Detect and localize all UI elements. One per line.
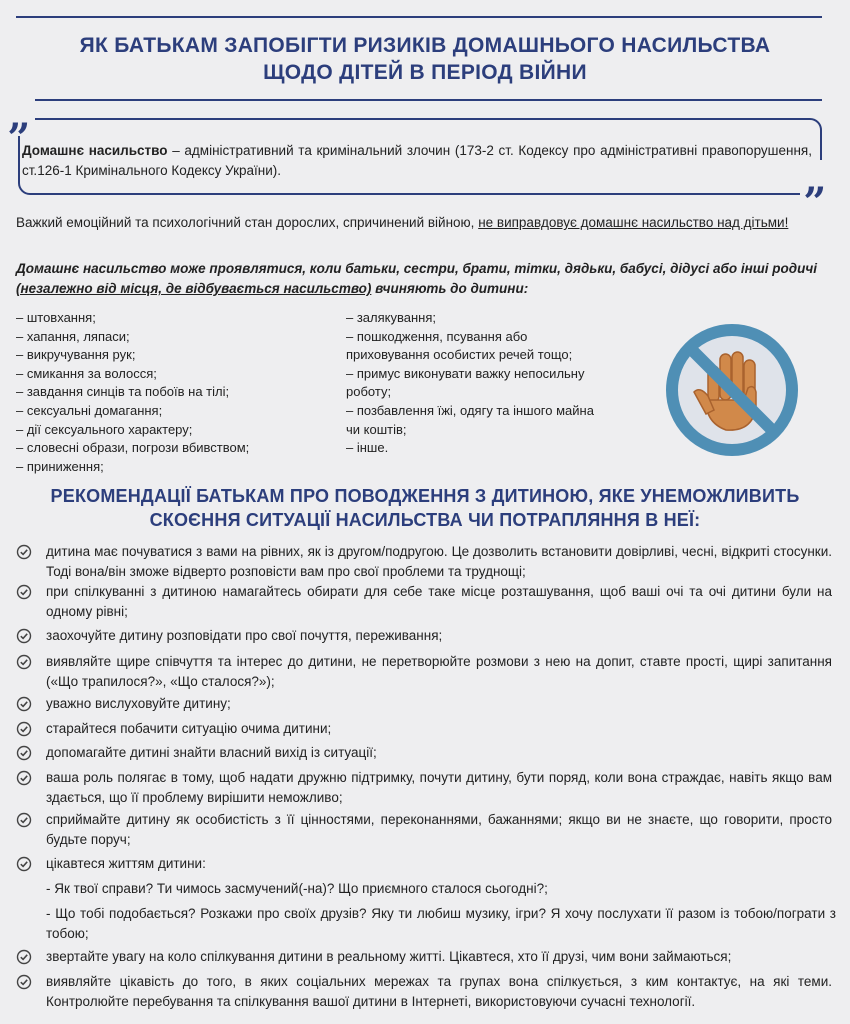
check-circle-icon (16, 949, 32, 965)
check-circle-icon (16, 856, 32, 872)
list-item: роботу; (346, 384, 392, 400)
violence-list-right (346, 309, 594, 458)
forms-intro-paragraph: Домашнє насильство може проявлятися, коли батьки, сестри, брати, тітки, дядьки, бабусі, дідусі або інші родичі (незалежно від місця, де відбувається насильство) вчиняють до дитини: (16, 261, 818, 296)
page-title (0, 32, 850, 86)
definition-term: Домашнє насильство (22, 143, 168, 158)
sub-question: - Як твої справи? Ти чимось засмучений(-на)? Що приємного сталося сьогодні?; (46, 881, 548, 896)
list-item: – приниження; (16, 458, 104, 474)
title-bottom-rule (16, 99, 822, 101)
list-item: – завдання синців та побоїв на тілі; (16, 384, 230, 400)
sub-question: - Що тобі подобається? Розкажи про своїх друзів? Яку ти любиш музику, ігри? Я хочу послухати її разом із тобою/пограти з тобою; (46, 906, 836, 941)
top-rule (16, 16, 822, 18)
list-item: – пошкодження, псування або (346, 328, 528, 344)
title-line-1: ЯК БАТЬКАМ ЗАПОБІГТИ РИЗИКІВ ДОМАШНЬОГО НАСИЛЬСТВА (79, 34, 771, 57)
check-circle-icon (16, 696, 32, 712)
check-circle-icon (16, 628, 32, 644)
check-circle-icon (16, 544, 32, 560)
intro-paragraph: Важкий емоційний та психологічний стан дорослих, спричинений війною, не виправдовує домашнє насильство над дітьми! (16, 215, 789, 230)
list-item: – інше. (346, 440, 389, 456)
list-item: виявляйте цікавість до того, в яких соціальних мережах та групах вона спілкується, з ким контактує, на які теми. Контролюйте перебування та спілкування вашої дитини в Інтернеті, використовуючи сучасні технології. (16, 972, 832, 1012)
list-item: цікавтеся життям дитини: (16, 854, 832, 874)
check-circle-icon (16, 721, 32, 737)
check-circle-icon (16, 654, 32, 670)
title-line-2: ЩОДО ДІТЕЙ В ПЕРІОД ВІЙНИ (263, 61, 587, 84)
list-item: – смикання за волосся; (16, 365, 157, 381)
list-item: виявляйте щире співчуття та інтерес до дитини, не перетворюйте розмови з нею на допит, ставте прості, щирі запитання («Що трапилося?», «Що сталося?»); (16, 652, 832, 692)
list-item: – викручування рук; (16, 347, 136, 363)
list-item: уважно вислуховуйте дитину; (16, 694, 832, 714)
check-circle-icon (16, 812, 32, 828)
list-item: – залякування; (346, 310, 436, 325)
list-item: чи коштів; (346, 421, 407, 437)
list-item: – позбавлення їжі, одягу та іншого майна (346, 402, 594, 418)
list-item: – примус виконувати важку непосильну (346, 365, 585, 381)
close-quote-icon: „ (800, 160, 831, 200)
list-item: – дії сексуального характеру; (16, 421, 193, 437)
open-quote-icon: „ (4, 96, 35, 136)
check-circle-icon (16, 770, 32, 786)
list-item: приховування особистих речей тощо; (346, 347, 573, 363)
list-item: при спілкуванні з дитиною намагайтесь обирати для себе таке місце розташування, щоб ваші очі та очі дитини були на одному рівні; (16, 582, 832, 622)
definition-body: – адміністративний та кримінальний злочин (173-2 ст. Кодексу про адміністративні правопорушення, ст.126-1 Кримінального Кодексу України). (22, 143, 812, 178)
check-circle-icon (16, 584, 32, 600)
check-circle-icon (16, 745, 32, 761)
list-item: заохочуйте дитину розповідати про свої почуття, переживання; (16, 626, 832, 646)
list-item: – сексуальні домагання; (16, 402, 163, 418)
list-item: – штовхання; (16, 310, 96, 325)
list-item: ваша роль полягає в тому, щоб надати дружню підтримку, почути дитину, бути поряд, коли вона страждає, навіть якщо вам здається, що її проблему вирішити неможливо; (16, 768, 832, 808)
recommendations-title: РЕКОМЕНДАЦІЇ БАТЬКАМ ПРО ПОВОДЖЕННЯ З ДИТИНОЮ, ЯКЕ УНЕМОЖЛИВИТЬ СКОЄННЯ СИТУАЦІЇ НАСИЛЬСТВА ЧИ ПОТРАПЛЯННЯ В НЕЇ: (50, 486, 800, 530)
list-item: старайтеся побачити ситуацію очима дитини; (16, 719, 832, 739)
violence-list-left (16, 309, 249, 476)
list-item: допомагайте дитині знайти власний вихід із ситуації; (16, 743, 832, 763)
stop-hand-icon (664, 322, 800, 458)
check-circle-icon (16, 974, 32, 990)
list-item: дитина має почуватися з вами на рівних, як із другом/подругою. Це дозволить встановити довірливі, чесні, відкриті стосунки. Тоді вона/він зможе відверто розповісти вам про свої проблеми та труднощі; (16, 542, 832, 582)
list-item: – хапання, ляпаси; (16, 328, 130, 344)
list-item: – словесні образи, погрози вбивством; (16, 440, 250, 456)
list-item: сприймайте дитину як особистість з її цінностями, переконаннями, бажаннями; якщо ви не знаєте, що говорити, просто будьте поруч; (16, 810, 832, 850)
definition-text (22, 141, 812, 181)
intro-emphasis: не виправдовує домашнє насильство над дітьми! (478, 215, 789, 230)
list-item: звертайте увагу на коло спілкування дитини в реальному житті. Цікавтеся, хто її друзі, чим вони займаються; (16, 947, 832, 967)
